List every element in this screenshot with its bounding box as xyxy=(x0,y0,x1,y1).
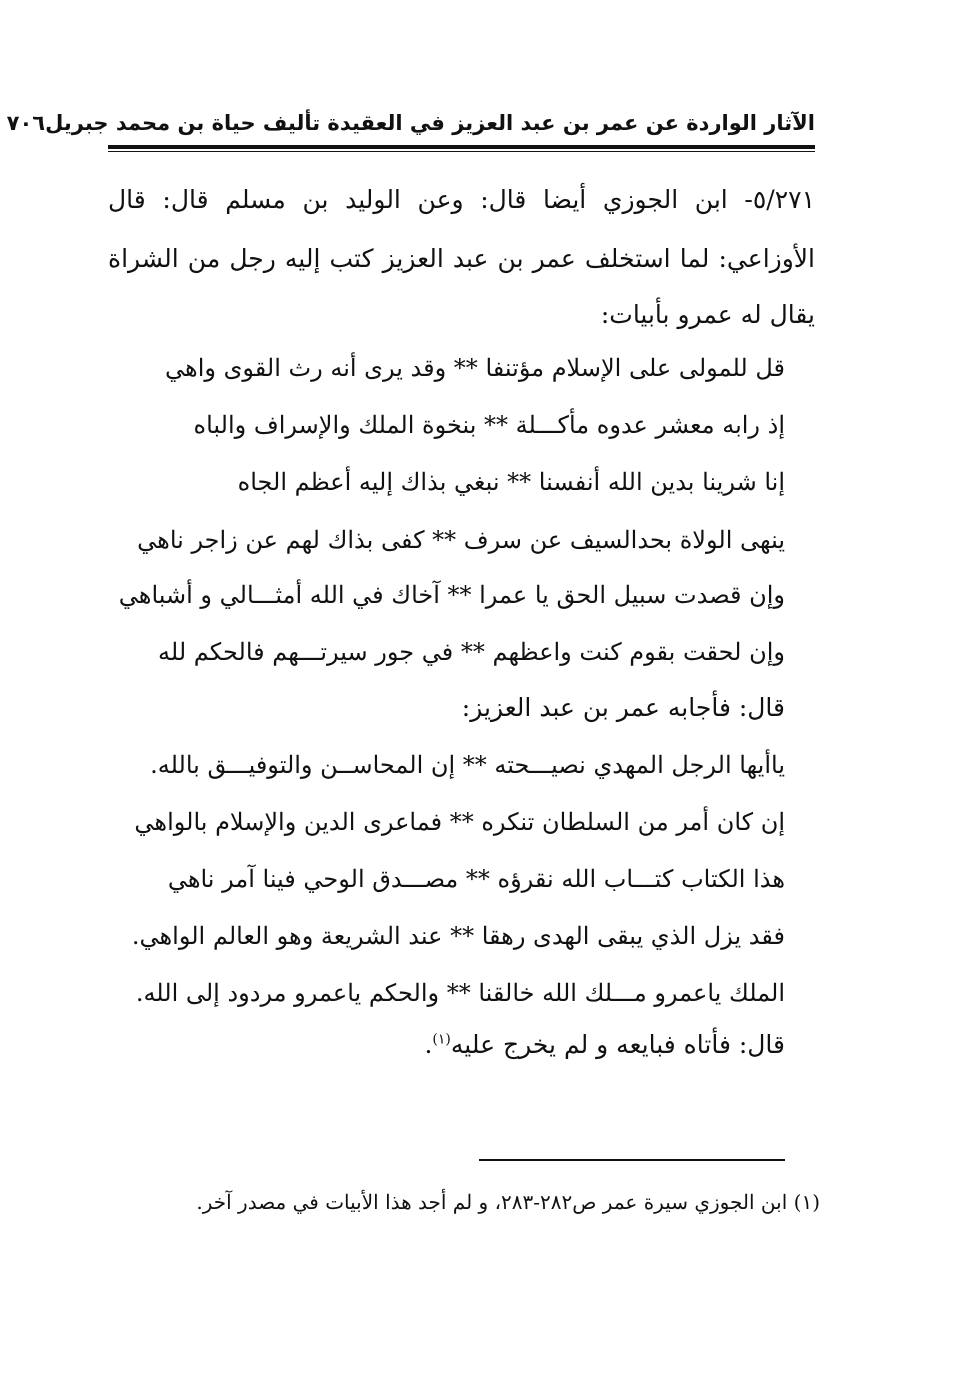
verse-line: إنا شرينا بدين الله أنفسنا ** نبغي بذاك إليه أعظم الجاه xyxy=(237,468,785,496)
header-rule xyxy=(108,145,815,149)
reply-intro: قال: فأجابه عمر بن عبد العزيز: xyxy=(461,693,785,722)
verse-line: وإن لحقت بقوم كنت واعظهم ** في جور سيرتـــهم فالحكم لله xyxy=(158,638,785,666)
intro-line: يقال له عمرو بأبيات: xyxy=(600,300,815,329)
verse-line: إذ رابه معشر عدوه مأكـــلة ** بنخوة الملك والإسراف والباه xyxy=(193,411,785,439)
verse-line: الملك ياعمرو مـــلك الله خالقنا ** والحكم ياعمرو مردود إلى الله. xyxy=(135,979,785,1007)
verse-line: فقد يزل الذي يبقى الهدى رهقا ** عند الشريعة وهو العالم الواهي. xyxy=(131,922,785,950)
closing-text: قال: فأتاه فبايعه و لم يخرج عليه xyxy=(450,1030,785,1059)
header-title: الآثار الواردة عن عمر بن عبد العزيز في العقيدة تأليف حياة بن محمد جبريل xyxy=(45,111,815,135)
running-header xyxy=(6,108,815,138)
closing-period: . xyxy=(424,1030,433,1059)
verse-line: قل للمولى على الإسلام مؤتنفا ** وقد يرى أنه رث القوى واهي xyxy=(165,354,785,382)
verse-line: إن كان أمر من السلطان تنكره ** فماعرى الدين والإسلام بالواهي xyxy=(134,808,785,836)
footnote-reference: (١) xyxy=(432,1031,451,1048)
verse-line: هذا الكتاب كتـــاب الله نقرؤه ** مصـــدق الوحي فينا آمر ناهي xyxy=(167,865,785,893)
verse-line: ياأيها الرجل المهدي نصيـــحته ** إن المحاســن والتوفيـــق بالله. xyxy=(150,751,785,779)
header-rule-thin xyxy=(108,151,815,152)
verse-line: ينهى الولاة بحدالسيف عن سرف ** كفى بذاك لهم عن زاجر ناهي xyxy=(137,526,785,554)
footnote xyxy=(120,1185,820,1219)
page-number: ٧٠٦ xyxy=(6,111,46,135)
footnote-marker: (١) xyxy=(793,1190,820,1214)
verse-line: وإن قصدت سبيل الحق يا عمرا ** آخاك في الله أمثـــالي و أشباهي xyxy=(118,581,785,609)
footnote-separator xyxy=(479,1159,785,1161)
intro-line: ٥/٢٧١- ابن الجوزي أيضا قال: وعن الوليد بن مسلم قال: قال xyxy=(108,185,815,214)
intro-line: الأوزاعي: لما استخلف عمر بن عبد العزيز كتب إليه رجل من الشراة xyxy=(108,244,815,273)
footnote-text: ابن الجوزي سيرة عمر ص٢٨٢-٢٨٣، و لم أجد هذا الأبيات في مصدر آخر. xyxy=(196,1190,788,1214)
closing-line xyxy=(120,1025,785,1065)
